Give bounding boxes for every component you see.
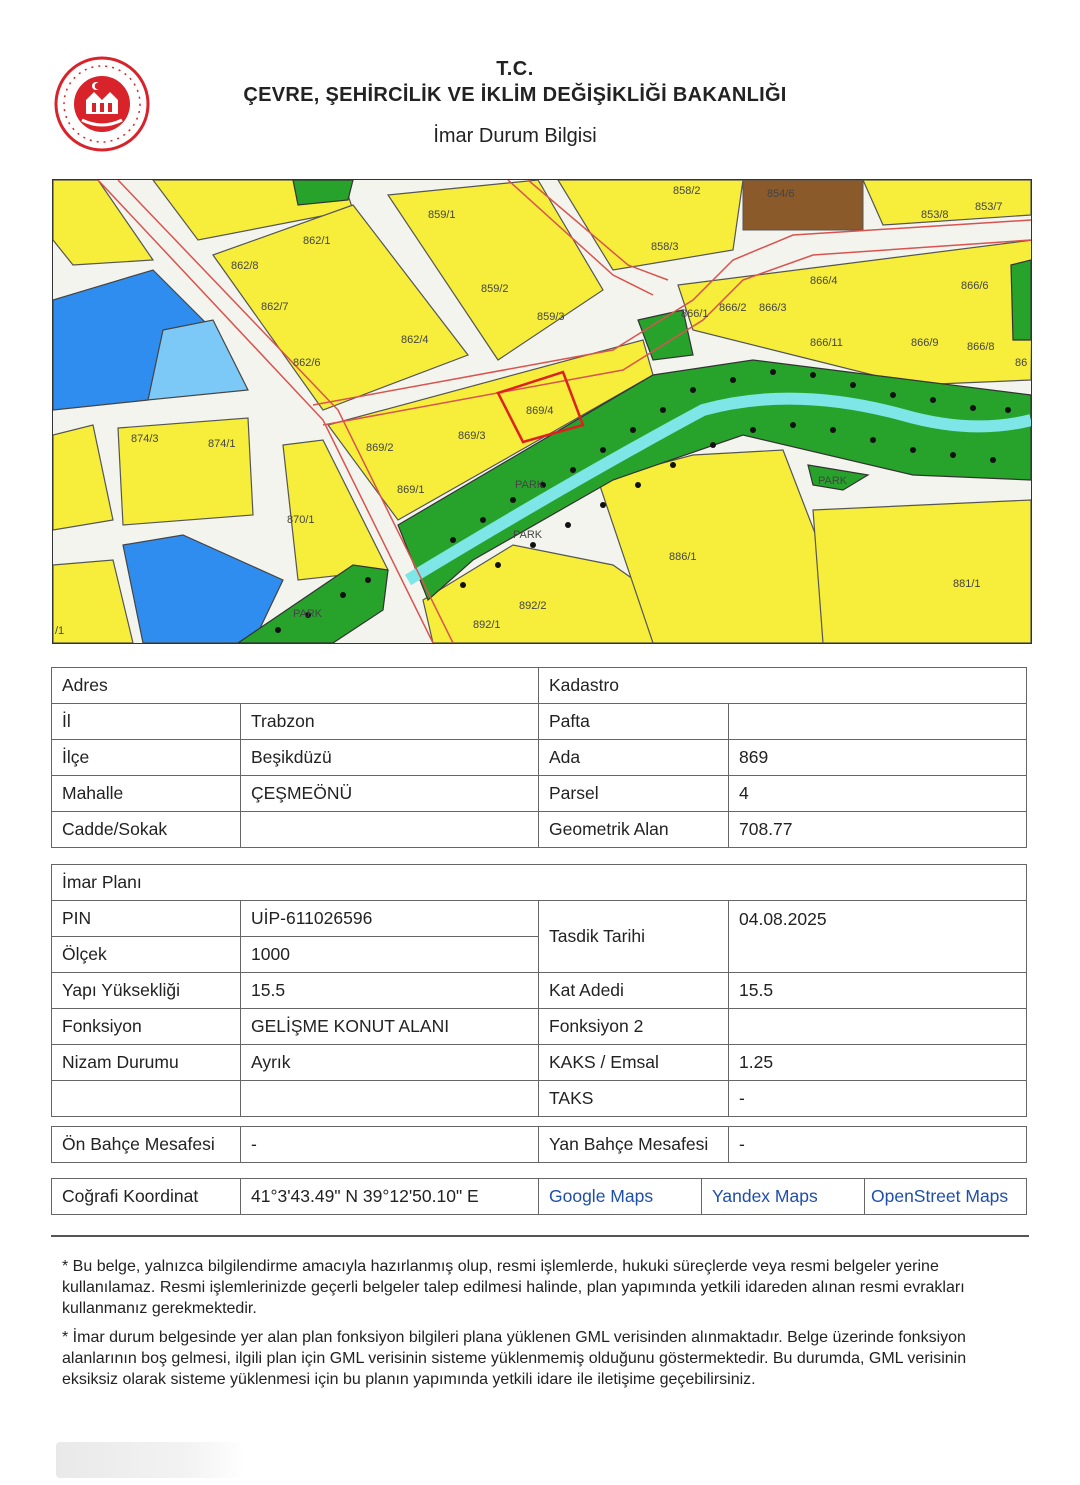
pin-value: UİP-611026596 xyxy=(241,901,539,937)
parcel-label: 886/1 xyxy=(669,551,697,563)
address-section-title: Adres xyxy=(52,668,539,704)
side-setback-value: - xyxy=(729,1127,1027,1163)
park-label: PARK xyxy=(818,475,848,487)
parcel-label: 854/6 xyxy=(767,188,795,200)
setback-table xyxy=(51,1126,1027,1163)
function2-label: Fonksiyon 2 xyxy=(539,1009,729,1045)
divider xyxy=(51,1235,1029,1237)
parcel-label: 858/3 xyxy=(651,241,679,253)
parcel-label: 866/3 xyxy=(759,302,787,314)
function2-value xyxy=(729,1009,1027,1045)
taks-label: TAKS xyxy=(539,1081,729,1117)
parcel-label: 859/2 xyxy=(481,283,509,295)
pin-label: PIN xyxy=(52,901,241,937)
parcel-label: 866/4 xyxy=(810,275,838,287)
blurred-footer xyxy=(56,1442,246,1478)
province-label: İl xyxy=(52,704,241,740)
sheet-value xyxy=(729,704,1027,740)
parcel-label: 853/8 xyxy=(921,209,949,221)
parcel-label: 870/1 xyxy=(287,514,315,526)
disclaimer-note-1: * Bu belge, yalnızca bilgilendirme amacıyla hazırlanmış olup, resmi işlemlerde, hukuki süreçlerde veya resmi belgeler yerine kullanılamaz. Resmi işlemlerinizde geçerli belgeler talep edilmesi halinde, plan yapımında yetkili idareden alınan resmi evrakları kullanmanız gerekmektedir. xyxy=(62,1258,965,1317)
document-title: İmar Durum Bilgisi xyxy=(433,125,597,147)
parcel-label: Parsel xyxy=(539,776,729,812)
park-label: PARK xyxy=(515,479,545,491)
kaks-label: KAKS / Emsal xyxy=(539,1045,729,1081)
empty-cell xyxy=(241,1081,539,1117)
parcel-label: 866/8 xyxy=(967,341,995,353)
block-value: 869 xyxy=(729,740,1027,776)
disclaimer-note-2: * İmar durum belgesinde yer alan plan fonksiyon bilgileri plana yüklenen GML verisinden alınmaktadır. Belge üzerinde fonksiyon alanlarının boş gelmesi, ilgili plan için GML verisinin sisteme yüklenmemiş olduğunu göstermektedir. Bu durumda, GML verisinin eksiksiz olarak sisteme yüklenmesi için bu planın yapımında yetkili idare ile iletişime geçebilirsiniz. xyxy=(62,1329,967,1388)
parcel-label: 866/6 xyxy=(961,280,989,292)
zoning-section-title: İmar Planı xyxy=(52,865,1027,901)
parcel-label: 874/1 xyxy=(208,438,236,450)
zoning-plan-table xyxy=(51,864,1027,1117)
function-label: Fonksiyon xyxy=(52,1009,241,1045)
province-value: Trabzon xyxy=(241,704,539,740)
floor-count-value: 15.5 xyxy=(729,973,1027,1009)
coordinates-table xyxy=(51,1178,1027,1215)
front-setback-label: Ön Bahçe Mesafesi xyxy=(52,1127,241,1163)
building-height-label: Yapı Yüksekliği xyxy=(52,973,241,1009)
parcel-label: 892/1 xyxy=(473,619,501,631)
zoning-map[interactable] xyxy=(52,179,1032,644)
parcel-label: 869/1 xyxy=(397,484,425,496)
coordinates-value: 41°3'43.49" N 39°12'50.10" E xyxy=(241,1179,539,1215)
parcel-label: 892/2 xyxy=(519,600,547,612)
parcel-label: 862/1 xyxy=(303,235,331,247)
parcel-label: 859/3 xyxy=(537,311,565,323)
street-label: Cadde/Sokak xyxy=(52,812,241,848)
area-value: 708.77 xyxy=(729,812,1027,848)
block-label: Ada xyxy=(539,740,729,776)
parcel-label: 862/6 xyxy=(293,357,321,369)
ministry-name-line1: T.C. xyxy=(496,58,534,80)
parcel-label: 874/3 xyxy=(131,433,159,445)
empty-cell xyxy=(52,1081,241,1117)
parcel-label: 869/2 xyxy=(366,442,394,454)
parcel-label: 862/8 xyxy=(231,260,259,272)
parcel-value: 4 xyxy=(729,776,1027,812)
approval-date-value: 04.08.2025 xyxy=(729,901,1027,973)
front-setback-value: - xyxy=(241,1127,539,1163)
openstreet-maps-link[interactable]: OpenStreet Maps xyxy=(865,1179,1027,1215)
district-label: İlçe xyxy=(52,740,241,776)
kaks-value: 1.25 xyxy=(729,1045,1027,1081)
taks-value: - xyxy=(729,1081,1027,1117)
address-cadastre-table xyxy=(51,667,1027,848)
parcel-label: 866/11 xyxy=(810,337,843,349)
ministry-name-line2: ÇEVRE, ŞEHİRCİLİK VE İKLİM DEĞİŞİKLİĞİ BAKANLIĞI xyxy=(243,84,787,106)
cadastre-section-title: Kadastro xyxy=(539,668,1027,704)
scale-value: 1000 xyxy=(241,937,539,973)
park-label: PARK xyxy=(513,529,543,541)
parcel-label: 866/9 xyxy=(911,337,939,349)
district-value: Beşikdüzü xyxy=(241,740,539,776)
coordinates-label: Coğrafi Koordinat xyxy=(52,1179,241,1215)
parcel-label: 866/1 xyxy=(681,308,709,320)
approval-date-label: Tasdik Tarihi xyxy=(539,901,729,973)
neighborhood-label: Mahalle xyxy=(52,776,241,812)
function-value: GELİŞME KONUT ALANI xyxy=(241,1009,539,1045)
parcel-label: 858/2 xyxy=(673,185,701,197)
parcel-label-selected: 869/4 xyxy=(526,405,554,417)
side-setback-label: Yan Bahçe Mesafesi xyxy=(539,1127,729,1163)
yandex-maps-link[interactable]: Yandex Maps xyxy=(702,1179,865,1215)
parcel-label: /1 xyxy=(55,625,65,637)
order-label: Nizam Durumu xyxy=(52,1045,241,1081)
sheet-label: Pafta xyxy=(539,704,729,740)
parcel-label: 881/1 xyxy=(953,578,981,590)
parcel-label: 86 xyxy=(1015,357,1028,369)
parcel-label: 862/4 xyxy=(401,334,429,346)
parcel-label: 869/3 xyxy=(458,430,486,442)
brown-area xyxy=(743,180,863,230)
building-height-value: 15.5 xyxy=(241,973,539,1009)
parcel-label: 866/2 xyxy=(719,302,747,314)
scale-label: Ölçek xyxy=(52,937,241,973)
floor-count-label: Kat Adedi xyxy=(539,973,729,1009)
neighborhood-value: ÇEŞMEÖNÜ xyxy=(241,776,539,812)
area-label: Geometrik Alan xyxy=(539,812,729,848)
park-label: PARK xyxy=(293,608,323,620)
parcel-label: 853/7 xyxy=(975,201,1003,213)
parcel-label: 862/7 xyxy=(261,301,289,313)
street-value xyxy=(241,812,539,848)
parcel-label: 859/1 xyxy=(428,209,456,221)
order-value: Ayrık xyxy=(241,1045,539,1081)
google-maps-link[interactable]: Google Maps xyxy=(539,1179,702,1215)
